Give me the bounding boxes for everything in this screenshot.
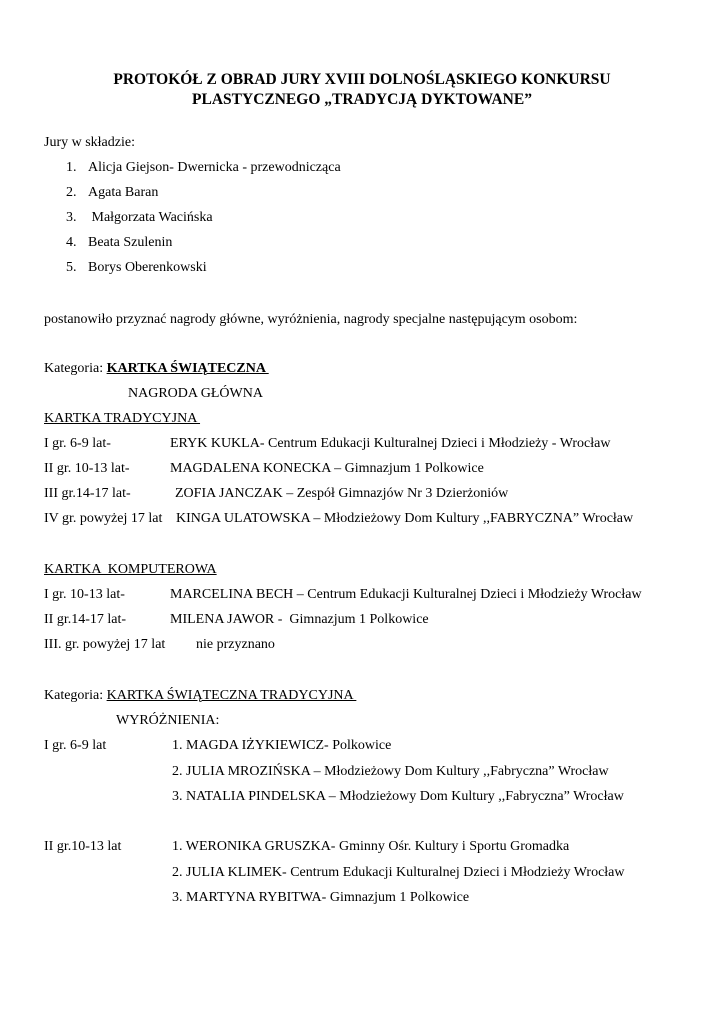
group-label: II gr.10-13 lat (44, 839, 122, 854)
jury-member (66, 159, 341, 177)
jury-member (66, 259, 207, 277)
group-label: I gr. 6-9 lat (44, 738, 107, 753)
jury-member-name: Borys Oberenkowski (88, 260, 207, 275)
decision-text: postanowiło przyznać nagrody główne, wyróżnienia, nagrody specjalne następującym osobom: (44, 312, 578, 327)
jury-label: Jury w składzie: (44, 135, 135, 150)
distinction-entry: 2. JULIA KLIMEK- Centrum Edukacji Kulturalnej Dzieci i Młodzieży Wrocław (172, 865, 625, 880)
award-heading: NAGRODA GŁÓWNA (128, 386, 263, 401)
group-label: III gr.14-17 lat- (44, 486, 131, 501)
group-label: I gr. 6-9 lat- (44, 436, 111, 451)
winner-entry: MARCELINA BECH – Centrum Edukacji Kulturalnej Dzieci i Młodzieży Wrocław (170, 587, 642, 602)
group-label: II gr.14-17 lat- (44, 612, 127, 627)
jury-member-number: 5. (66, 260, 77, 275)
distinction-entry: 3. MARTYNA RYBITWA- Gimnazjum 1 Polkowice (172, 890, 470, 905)
jury-member (66, 209, 213, 227)
distinction-entry: 2. JULIA MROZIŃSKA – Młodzieżowy Dom Kultury ,,Fabryczna” Wrocław (172, 764, 609, 779)
winner-entry: MILENA JAWOR - Gimnazjum 1 Polkowice (170, 612, 429, 627)
jury-member (66, 234, 172, 252)
category-prefix: Kategoria: (44, 688, 107, 703)
winner-entry: ZOFIA JANCZAK – Zespół Gimnazjów Nr 3 Dzierżoniów (175, 486, 509, 501)
jury-member-name: Beata Szulenin (88, 235, 173, 250)
winner-entry: MAGDALENA KONECKA – Gimnazjum 1 Polkowice (170, 461, 484, 476)
group-label: I gr. 10-13 lat- (44, 587, 125, 602)
distinction-entry: 3. NATALIA PINDELSKA – Młodzieżowy Dom Kultury ,,Fabryczna” Wrocław (172, 789, 624, 804)
winner-entry: KINGA ULATOWSKA – Młodzieżowy Dom Kultury ,,FABRYCZNA” Wrocław (176, 511, 634, 526)
award-heading: WYRÓŻNIENIA: (116, 713, 220, 728)
category-heading (44, 360, 269, 378)
group-label: III. gr. powyżej 17 lat (44, 637, 166, 652)
document-title-line2: PLASTYCZNEGO „TRADYCJĄ DYKTOWANE” (192, 91, 532, 108)
jury-member (66, 184, 158, 202)
jury-member-number: 2. (66, 185, 77, 200)
jury-member-name: Małgorzata Wacińska (88, 210, 213, 225)
distinction-entry: 1. WERONIKA GRUSZKA- Gminny Ośr. Kultury i Sportu Gromadka (172, 839, 570, 854)
winner-entry: ERYK KUKLA- Centrum Edukacji Kulturalnej Dzieci i Młodzieży - Wrocław (170, 436, 611, 451)
category-prefix: Kategoria: (44, 361, 107, 376)
distinction-entry: 1. MAGDA IŻYKIEWICZ- Polkowice (172, 738, 392, 753)
subcategory-heading: KARTKA KOMPUTEROWA (44, 562, 217, 577)
jury-member-number: 3. (66, 210, 77, 225)
category-heading (44, 687, 356, 705)
jury-member-name: Alicja Giejson- Dwernicka - przewodnicząca (88, 160, 341, 175)
category-name: KARTKA ŚWIĄTECZNA TRADYCYJNA (106, 688, 357, 703)
group-label: IV gr. powyżej 17 lat (44, 511, 163, 526)
subcategory-heading: KARTKA TRADYCYJNA (44, 411, 201, 426)
jury-member-number: 1. (66, 160, 77, 175)
document-title-line1: PROTOKÓŁ Z OBRAD JURY XVIII DOLNOŚLĄSKIEGO KONKURSU (113, 71, 611, 88)
winner-entry: nie przyznano (196, 637, 275, 652)
category-name: KARTKA ŚWIĄTECZNA (106, 361, 269, 376)
group-label: II gr. 10-13 lat- (44, 461, 130, 476)
jury-member-name: Agata Baran (88, 185, 159, 200)
jury-member-number: 4. (66, 235, 77, 250)
